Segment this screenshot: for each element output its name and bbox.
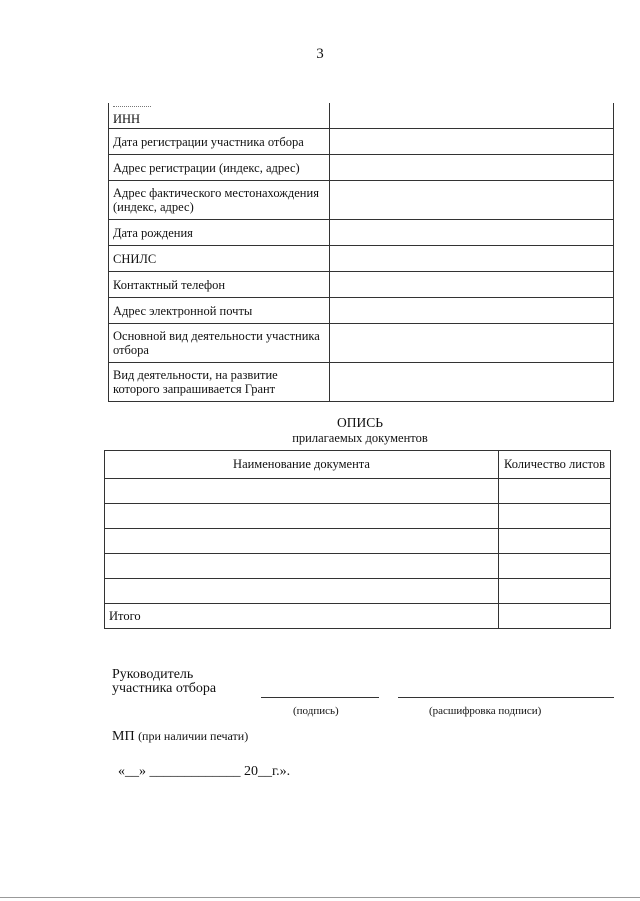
info-label-grant-activity: Вид деятельности, на развитие которого запрашивается Грант xyxy=(109,363,330,402)
table-row xyxy=(109,155,614,181)
documents-table xyxy=(104,450,611,629)
info-label-inn: ИНН xyxy=(109,103,330,129)
signature-line[interactable] xyxy=(261,697,379,698)
table-row xyxy=(109,272,614,298)
sheet-count-cell[interactable] xyxy=(499,479,611,504)
document-name-cell[interactable] xyxy=(105,579,499,604)
table-row xyxy=(105,554,611,579)
info-label-main-activity: Основной вид деятельности участника отбора xyxy=(109,324,330,363)
document-name-cell[interactable] xyxy=(105,554,499,579)
head-label-line1: Руководитель xyxy=(112,667,194,682)
participant-info-table xyxy=(108,103,614,402)
table-row xyxy=(109,363,614,402)
column-header-sheet-count: Количество листов xyxy=(499,451,611,479)
head-of-participant-label xyxy=(112,668,216,696)
signature-decoding-caption: (расшифровка подписи) xyxy=(429,705,542,717)
sheet-count-cell[interactable] xyxy=(499,554,611,579)
signature-decoding-line[interactable] xyxy=(398,697,614,698)
info-label-snils: СНИЛС xyxy=(109,246,330,272)
table-row xyxy=(109,129,614,155)
info-value-email[interactable] xyxy=(330,298,614,324)
info-value-actual-address[interactable] xyxy=(330,181,614,220)
total-count-cell[interactable] xyxy=(499,604,611,629)
sheet-count-cell[interactable] xyxy=(499,529,611,554)
sheet-count-cell[interactable] xyxy=(499,579,611,604)
total-row xyxy=(105,604,611,629)
table-row xyxy=(109,181,614,220)
info-label-phone: Контактный телефон xyxy=(109,272,330,298)
total-label: Итого xyxy=(105,604,499,629)
info-label-actual-address: Адрес фактического местонахождения (индекс, адрес) xyxy=(109,181,330,220)
table-row xyxy=(109,103,614,129)
page-number: 3 xyxy=(316,46,324,62)
column-header-document-name: Наименование документа xyxy=(105,451,499,479)
table-row xyxy=(109,324,614,363)
table-header-row xyxy=(105,451,611,479)
stamp-mp-label: МП xyxy=(112,729,135,744)
opis-title: ОПИСЬ xyxy=(336,415,383,430)
info-label-birth-date: Дата рождения xyxy=(109,220,330,246)
info-value-main-activity[interactable] xyxy=(330,324,614,363)
signature-caption: (подпись) xyxy=(293,705,339,717)
table-row xyxy=(105,579,611,604)
info-label-registration-address: Адрес регистрации (индекс, адрес) xyxy=(109,155,330,181)
info-value-snils[interactable] xyxy=(330,246,614,272)
table-row xyxy=(105,529,611,554)
info-value-grant-activity[interactable] xyxy=(330,363,614,402)
info-value-inn[interactable] xyxy=(330,103,614,129)
sheet-count-cell[interactable] xyxy=(499,504,611,529)
info-label-email: Адрес электронной почты xyxy=(109,298,330,324)
table-row xyxy=(109,298,614,324)
stamp-line xyxy=(112,729,248,745)
document-name-cell[interactable] xyxy=(105,529,499,554)
info-label-registration-date: Дата регистрации участника отбора xyxy=(109,129,330,155)
info-value-registration-date[interactable] xyxy=(330,129,614,155)
info-value-registration-address[interactable] xyxy=(330,155,614,181)
document-name-cell[interactable] xyxy=(105,504,499,529)
info-value-birth-date[interactable] xyxy=(330,220,614,246)
document-name-cell[interactable] xyxy=(105,479,499,504)
stamp-note: (при наличии печати) xyxy=(138,729,249,743)
head-label-line2: участника отбора xyxy=(112,681,217,696)
opis-subtitle: прилагаемых документов xyxy=(292,431,428,445)
page-bottom-edge xyxy=(0,897,640,898)
table-row xyxy=(105,479,611,504)
info-value-phone[interactable] xyxy=(330,272,614,298)
table-row xyxy=(109,220,614,246)
table-row xyxy=(109,246,614,272)
table-row xyxy=(105,504,611,529)
date-line[interactable]: «__» _____________ 20__г.». xyxy=(118,764,291,779)
